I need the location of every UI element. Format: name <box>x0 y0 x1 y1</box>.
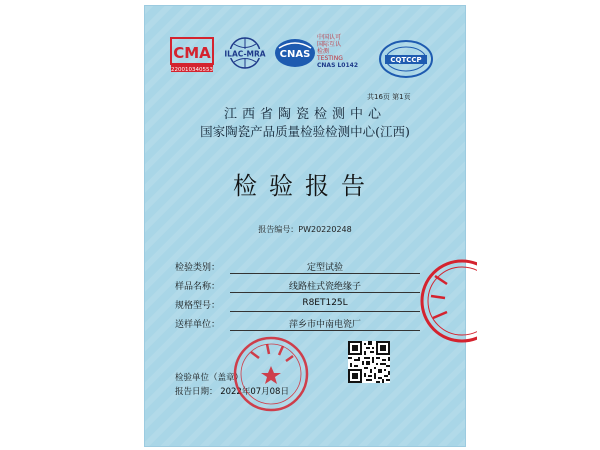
ilac-mra-label: ILAC-MRA <box>224 49 266 59</box>
field-label: 样品名称： <box>175 282 221 292</box>
field-sample-name <box>175 279 435 293</box>
underline <box>230 311 420 312</box>
field-label: 规格型号： <box>175 301 221 311</box>
svg-text:CMA: CMA <box>173 44 211 62</box>
cqtccp-label: CQTCCP <box>390 56 422 64</box>
report-number: 报告编号：PW20220248 <box>258 225 352 234</box>
cnas-line-1: 中国认可 <box>317 34 342 41</box>
underline <box>230 273 420 274</box>
qr-code-icon <box>348 341 390 383</box>
institute-national-name: 国家陶瓷产品质量检验检测中心(江西) <box>200 124 410 139</box>
cnas-line-3: 检测 <box>317 48 330 55</box>
cnas-logo-icon <box>273 36 317 70</box>
field-value: 萍乡市中南电瓷厂 <box>288 320 361 330</box>
field-value: 线路柱式瓷绝缘子 <box>288 282 361 292</box>
field-model <box>175 298 435 312</box>
ilac-mra-logo-icon <box>219 34 271 74</box>
cnas-code: CNAS L0142 <box>317 62 359 69</box>
cnas-label: CNAS <box>279 49 311 60</box>
official-seal-bottom-icon <box>231 334 311 414</box>
field-label: 送样单位： <box>175 320 221 330</box>
official-seal-right-icon <box>417 246 477 356</box>
inspection-unit-label: 检验单位（盖章） <box>175 373 244 383</box>
field-submitting-unit <box>175 317 435 331</box>
document-title: 检验报告 <box>233 172 377 200</box>
cnas-line-4: TESTING <box>317 55 343 62</box>
underline <box>230 292 420 293</box>
cnas-line-2: 国际互认 <box>317 41 342 48</box>
cma-number: 220010340553 <box>171 67 213 73</box>
cqtccp-logo-icon <box>377 38 435 80</box>
underline <box>230 330 420 331</box>
report-date: 报告日期： 2022年07月08日 <box>175 387 289 397</box>
report-cover-sheet <box>145 6 465 446</box>
field-value: 定型试验 <box>306 263 343 273</box>
institute-name: 江西省陶瓷检测中心 <box>223 107 386 122</box>
cnas-accreditation-text <box>317 34 365 69</box>
field-inspection-type <box>175 260 435 274</box>
cma-logo-icon <box>169 34 215 74</box>
field-label: 检验类别： <box>175 263 221 273</box>
field-value: R8ET125L <box>302 298 348 308</box>
page-count: 共16页 第1页 <box>367 93 411 101</box>
